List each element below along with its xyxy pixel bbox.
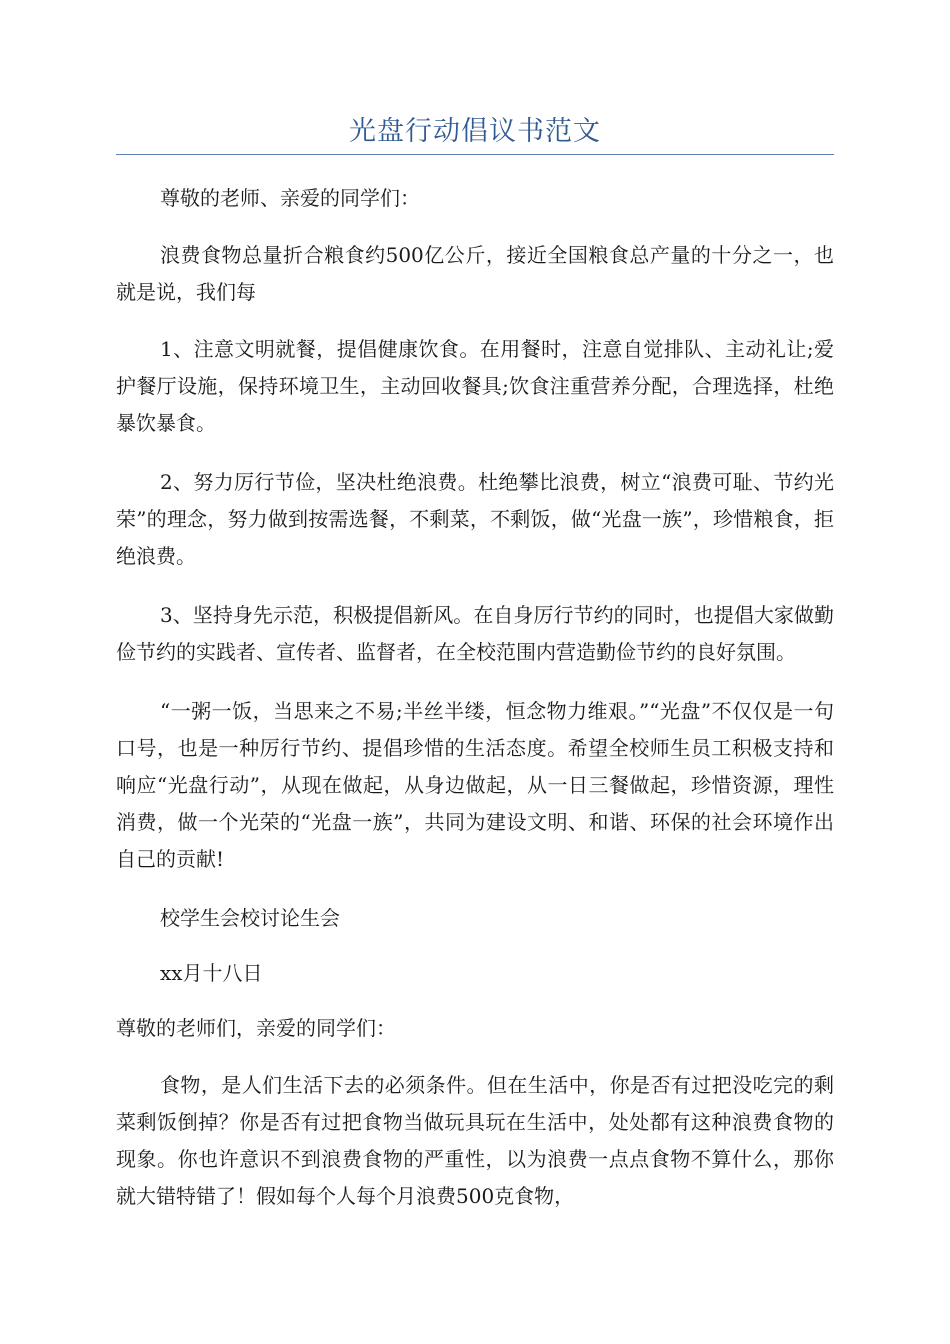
second-greeting-paragraph: 尊敬的老师们，亲爱的同学们： xyxy=(116,1016,396,1040)
title-underline xyxy=(116,154,834,155)
date-line: xx月十八日 xyxy=(160,961,263,985)
document-title: 光盘行动倡议书范文 xyxy=(349,116,601,147)
point-3-paragraph: 3、坚持身先示范，积极提倡新风。在自身厉行节约的同时，也提倡大家做勤俭节约的实践者、宣传者、监督者，在全校范围内营造勤俭节约的良好氛围。 xyxy=(116,603,834,664)
second-body-paragraph: 食物，是人们生活下去的必须条件。但在生活中，你是否有过把没吃完的剩菜剩饭倒掉？你是否有过把食物当做玩具玩在生活中，处处都有这种浪费食物的现象。你也许意识不到浪费食物的严重性，以为浪费一点点食物不算什么，那你就大错特错了！假如每个人每个月浪费500克食物， xyxy=(116,1073,834,1208)
signature-line: 校学生会校讨论生会 xyxy=(160,906,340,930)
greeting-paragraph: 尊敬的老师、亲爱的同学们： xyxy=(160,186,420,210)
document-page xyxy=(116,112,834,1215)
point-1-paragraph: 1、注意文明就餐，提倡健康饮食。在用餐时，注意自觉排队、主动礼让;爱护餐厅设施，保持环境卫生，主动回收餐具;饮食注重营养分配，合理选择，杜绝暴饮暴食。 xyxy=(116,337,834,435)
closing-paragraph: “一粥一饭，当思来之不易;半丝半缕，恒念物力维艰。”“光盘”不仅仅是一句口号，也是一种厉行节约、提倡珍惜的生活态度。希望全校师生员工积极支持和响应“光盘行动”，从现在做起，从身边做起，从一日三餐做起，珍惜资源，理性消费，做一个光荣的“光盘一族”，共同为建设文明、和谐、环保的社会环境作出自己的贡献! xyxy=(116,699,834,871)
intro-paragraph: 浪费食物总量折合粮食约500亿公斤，接近全国粮食总产量的十分之一，也就是说，我们每 xyxy=(116,243,834,304)
point-2-paragraph: 2、努力厉行节俭，坚决杜绝浪费。杜绝攀比浪费，树立“浪费可耻、节约光荣”的理念，努力做到按需选餐，不剩菜，不剩饭，做“光盘一族”，珍惜粮食，拒绝浪费。 xyxy=(116,470,834,568)
